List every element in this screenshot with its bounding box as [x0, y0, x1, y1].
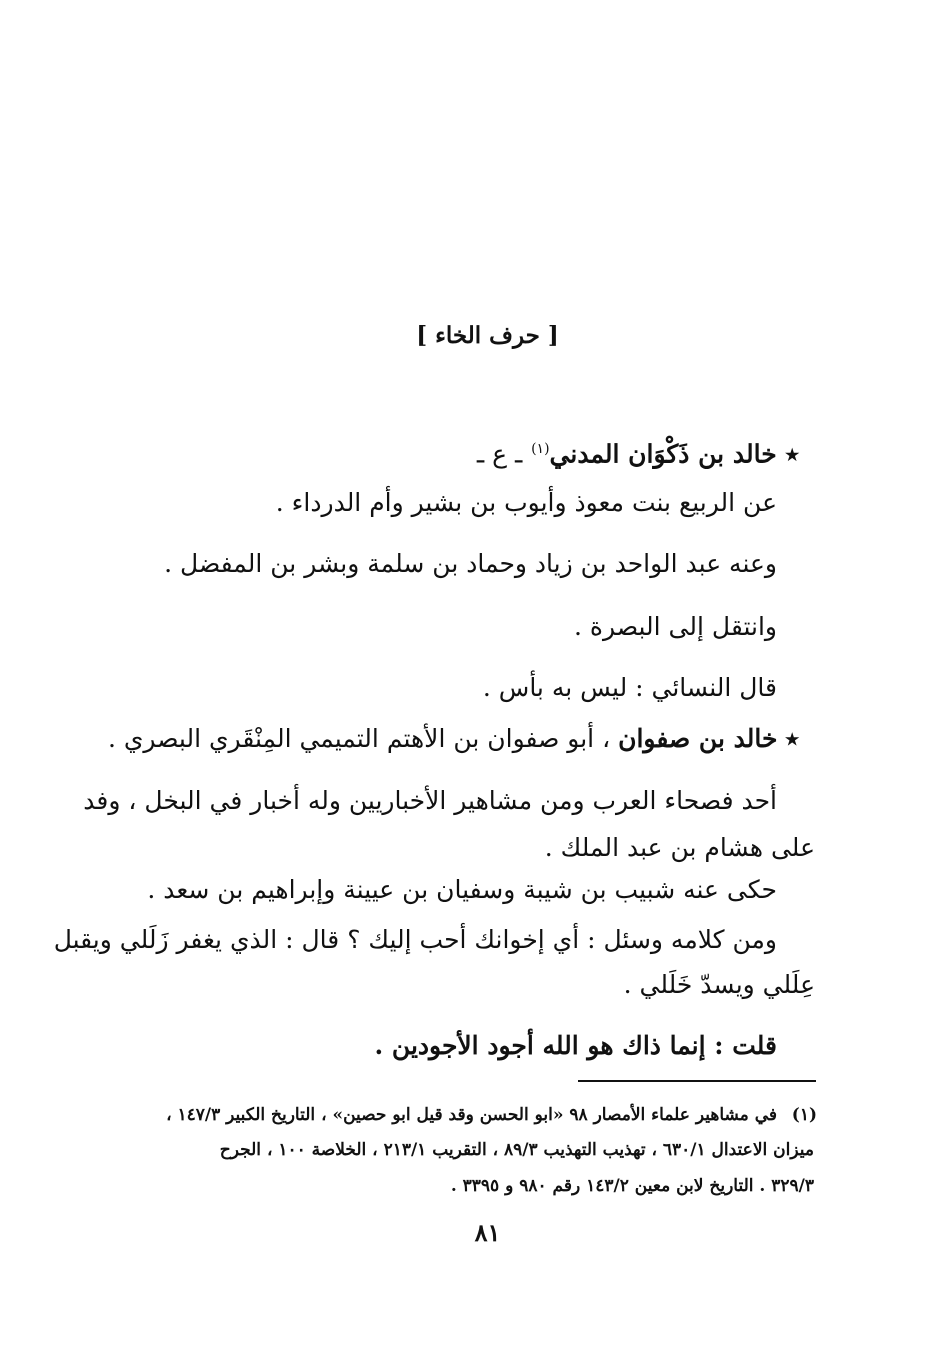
entry-name: خالد بن ذَكْوَان المدني [549, 439, 777, 469]
entry-description: ، أبو صفوان بن الأهتم التميمي المِنْقَري البصري . [107, 724, 611, 753]
paragraph: على هشام بن عبد الملك . [544, 833, 815, 862]
paragraph: أحد فصحاء العرب ومن مشاهير الأخباريين وله أخبار في البخل ، وفد [83, 786, 777, 815]
entry-khalid-ibn-dhakwan [477, 432, 799, 471]
paragraph: حكى عنه شبيب بن شيبة وسفيان بن عيينة وإبراهيم بن سعد . [147, 875, 777, 904]
entry-marker: ٭ [785, 439, 799, 469]
paragraph: وعنه عبد الواحد بن زياد وحماد بن سلمة وبشر بن المفضل . [164, 549, 777, 578]
footnote-line: ٣٢٩/٣ . التاريخ لابن معين ١٤٣/٢ رقم ٩٨٠ و ٣٣٩٥ . [450, 1176, 814, 1196]
entry-symbol: ـ ع ـ [476, 439, 523, 469]
footnote-line: في مشاهير علماء الأمصار ٩٨ «ابو الحسن وقد قيل ابو حصين» ، التاريخ الكبير ١٤٧/٣ ، [166, 1105, 777, 1125]
paragraph: عِلَلي ويسدّ خَلَلي . [623, 970, 815, 999]
footnote-line: ميزان الاعتدال ٦٣٠/١ ، تهذيب التهذيب ٨٩/٣ ، التقريب ٢١٣/١ ، الخلاصة ١٠٠ ، الجرح [219, 1140, 814, 1160]
entry-khalid-ibn-safwan [108, 722, 799, 756]
footnote-ref: (١) [531, 441, 550, 457]
footnote-divider [578, 1080, 816, 1082]
paragraph: ومن كلامه وسئل : أي إخوانك أحب إليك ؟ قال : الذي يغفر زَلَلي ويقبل [53, 925, 777, 954]
paragraph: عن الربيع بنت معوذ وأيوب بن بشير وأم الدرداء . [275, 488, 777, 517]
paragraph: قلت : إنما ذاك هو الله أجود الأجودين . [374, 1031, 777, 1060]
entry-marker: ٭ [785, 724, 799, 753]
section-heading: [ حرف الخاء ] [416, 322, 559, 349]
page-number: ٨١ [474, 1218, 501, 1247]
footnote-number: (١) [791, 1105, 817, 1125]
paragraph: قال النسائي : ليس به بأس . [482, 673, 777, 702]
entry-name: خالد بن صفوان [618, 724, 778, 753]
paragraph: وانتقل إلى البصرة . [574, 612, 777, 641]
